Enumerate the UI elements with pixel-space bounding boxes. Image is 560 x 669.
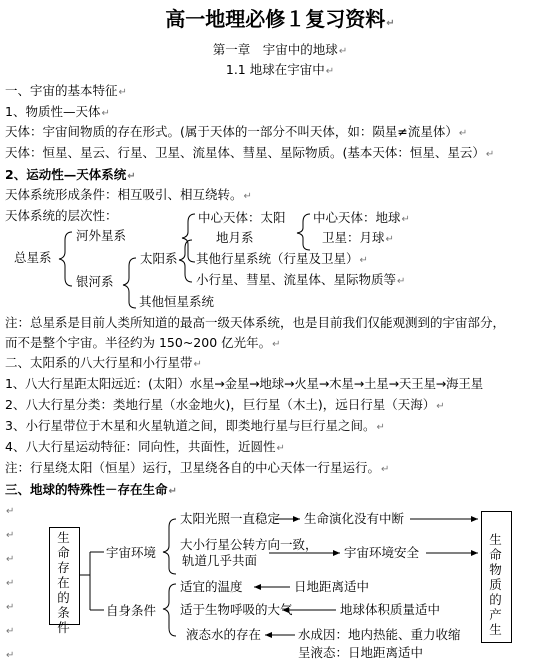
chapter-heading: 第一章 宇宙中的地球↵ [212, 42, 348, 57]
tree-other-planets: 其他行星系统（行星及卫星）↵ [196, 251, 368, 266]
cond-atmosphere: 适于生物呼吸的大气 [180, 602, 293, 617]
s1-line-4: 2、运动性—天体系统↵ [5, 167, 136, 182]
para-mark: ↵ [6, 578, 15, 589]
tree-earth-moon: 地月系 [216, 230, 254, 245]
para-mark: ↵ [6, 650, 15, 661]
section-heading: 1.1 地球在宇宙中↵ [225, 62, 335, 77]
s1-line-2: 天体：宇宙间物质的存在形式。(属于天体的一部分不叫天体，如：陨星≠流星体）↵ [5, 124, 468, 139]
s2-line-4: 4、八大行星运动特征：同向性，共面性，近圆性↵ [5, 439, 285, 454]
cause-water-liquid: 呈液态：日地距离适中 [298, 645, 424, 660]
cond-orbits-line2: 轨道几乎共面 [182, 553, 258, 568]
s2-line-5: 注：行星绕太阳（恒星）运行，卫星绕各自的中心天体一行星运行。↵ [5, 460, 390, 475]
tree-center-sun: 中心天体：太阳 [198, 210, 286, 225]
s1-note-2: 而不是整个宇宙。半径约为 150~200 亿光年。↵ [5, 335, 281, 350]
document-title: 高一地理必修１复习资料↵ [165, 7, 395, 31]
s1-line-5: 天体系统形成条件：相互吸引、相互绕转。↵ [5, 187, 252, 202]
tree-center-earth: 中心天体：地球↵ [313, 210, 410, 225]
s2-line-1: 1、八大行星距太阳远近：(太阳）水星→金星→地球→火星→木星→土星→天王星→海王星 [5, 376, 483, 391]
result-safe-environment: 宇宙环境安全 [344, 545, 420, 560]
para-mark: ↵ [6, 506, 15, 517]
s2-line-2: 2、八大行星分类：类地行星（水金地火)，巨行星（木土)，远日行星（天海）↵ [5, 397, 445, 412]
tree-other-stars: 其他恒星系统 [139, 294, 215, 309]
para-mark: ↵ [6, 626, 15, 637]
cond-orbits-line1: 大小行星公转方向一致， [180, 537, 318, 552]
life-conditions-label: 生命存在的条件 [57, 530, 70, 635]
tree-solar-system: 太阳系 [140, 251, 178, 266]
para-mark: ↵ [6, 554, 15, 565]
tree-total-galaxy: 总星系 [14, 250, 52, 265]
s1-line-3: 天体：恒星、星云、行星、卫星、流星体、彗星、星际物质。(基本天体：恒星、星云）↵ [5, 145, 495, 160]
cause-water-origin: 水成因：地内热能、重力收缩 [298, 627, 461, 642]
s1-note-1: 注：总星系是目前人类所知道的最高一级天体系统，也是目前我们仅能观测到的宇宙部分， [5, 315, 506, 330]
tree-outer-galaxy: 河外星系 [76, 228, 127, 243]
tree-milky-way: 银河系 [76, 274, 114, 289]
life-matter-label: 生命物质的产生 [489, 532, 502, 637]
s1-line-1: 1、物质性—天体↵ [5, 104, 110, 119]
section-2-heading: 二、太阳系的八大行星和小行星带↵ [5, 355, 202, 370]
cond-liquid-water: 液态水的存在 [186, 627, 262, 642]
cond-stable-sunlight: 太阳光照一直稳定 [180, 511, 281, 526]
result-evolution: 生命演化没有中断 [304, 511, 405, 526]
section-1-heading: 一、宇宙的基本特征↵ [5, 83, 127, 98]
cond-temperature: 适宜的温度 [180, 579, 243, 594]
tree-small-bodies: 小行星、彗星、流星体、星际物质等↵ [196, 272, 406, 287]
s1-line-6: 天体系统的层次性： [5, 208, 118, 223]
cosmic-environment: 宇宙环境 [106, 545, 157, 560]
cause-sun-distance: 日地距离适中 [294, 579, 370, 594]
self-conditions: 自身条件 [106, 603, 157, 618]
s2-line-3: 3、小行星带位于木星和火星轨道之间，即类地行星与巨行星之间。↵ [5, 418, 385, 433]
cause-mass-volume: 地球体积质量适中 [340, 602, 441, 617]
para-mark: ↵ [6, 602, 15, 613]
tree-satellite-moon: 卫星：月球↵ [322, 230, 394, 245]
section-3-heading: 三、地球的特殊性－存在生命↵ [5, 482, 177, 497]
para-mark: ↵ [6, 530, 15, 541]
